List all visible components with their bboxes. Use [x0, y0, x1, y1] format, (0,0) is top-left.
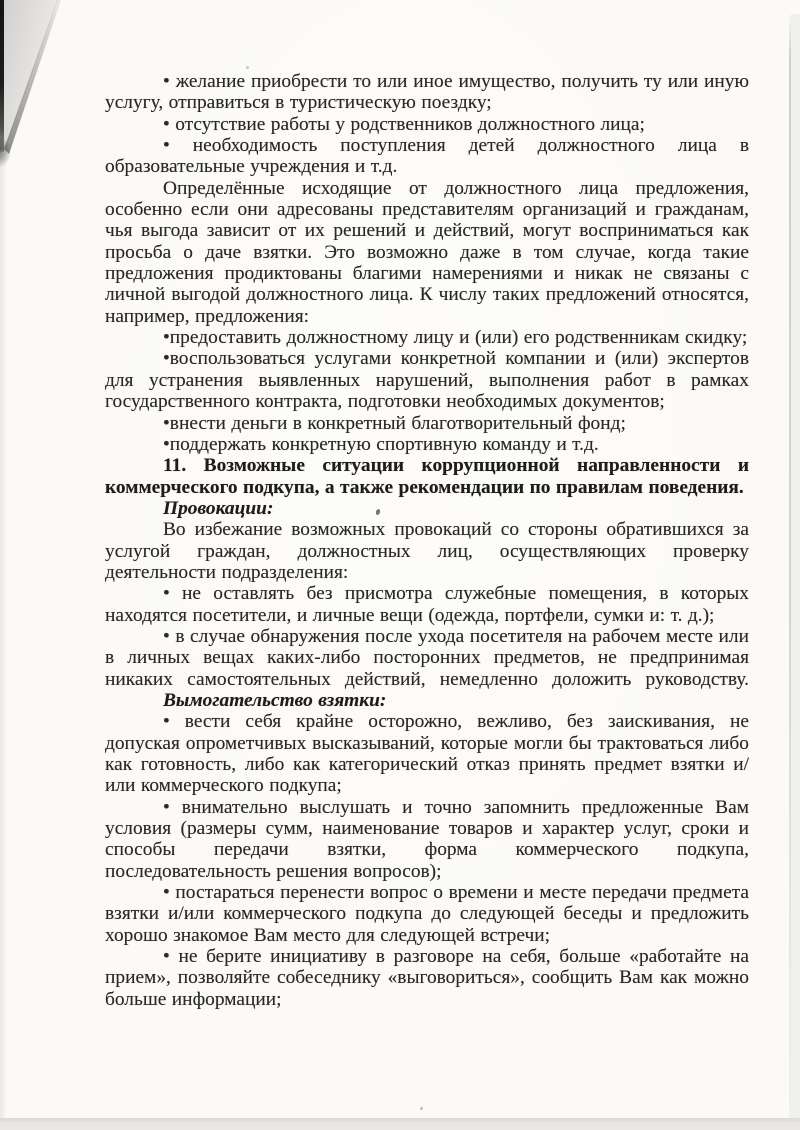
scan-bottom-edge: [0, 1118, 800, 1130]
paragraph-provocations-intro: Во избежание возможных провокаций со стороны обратившихся за услугой граждан, должностных лиц, осуществляющих проверку деятельности подразделения:: [105, 519, 749, 583]
bullet-item-behave-carefully: • вести себя крайне осторожно, вежливо, без заискивания, не допуская опрометчивых высказываний, которые могли бы трактоваться либо как готовность, либо как категорический отказ принять предмет взятки и/или коммерческого подкупа;: [105, 711, 749, 797]
bullet-item-children-education: • необходимость поступления детей должностного лица в образовательные учреждения и т.д.: [105, 135, 749, 178]
bullet-item-unattended-premises: • не оставлять без присмотра служебные помещения, в которых находятся посетители, и личные вещи (одежда, портфели, сумки и: т. д.);: [105, 583, 749, 626]
bullet-item-charity-fund: •внести деньги в конкретный благотворительный фонд;: [163, 412, 626, 434]
document-text-block: [105, 71, 749, 1010]
scan-speck: [420, 1107, 423, 1110]
subheading-bribe-extortion: Вымогательство взятки:: [163, 689, 387, 711]
scan-right-edge-strip: [791, 14, 800, 1118]
scan-speck: [246, 66, 249, 69]
scan-left-edge-shadow: [0, 0, 4, 152]
bullet-item-listen-and-memorize: • внимательно выслушать и точно запомнить предложенные Вам условия (размеры сумм, наименование товаров и характер услуг, сроки и способы передачи взятки, форма коммерческого подкупа, последовательность решения вопросов);: [105, 796, 749, 882]
bullet-item-let-them-talk: • не берите инициативу в разговоре на себя, больше «работайте на прием», позволяйте собеседнику «выговориться», сообщить Вам как можно больше информации;: [105, 946, 749, 1010]
bullet-item-desire-property: • желание приобрести то или иное имущество, получить ту или иную услугу, отправиться в туристическую поездку;: [105, 71, 749, 114]
bullet-item-support-sports-team: •поддержать конкретную спортивную команду и т.д.: [163, 433, 599, 455]
paragraph-official-offers-intro: Определённые исходящие от должностного лица предложения, особенно если они адресованы представителям организаций и гражданам, чья выгода зависит от их решений и действий, могут восприниматься как просьба о даче взятки. Это возможно даже в том случае, когда такие предложения продиктованы благими намерениями и никак не связаны с личной выгодой должностного лица. К числу таких предложений относятся, например, предложения:: [105, 177, 749, 327]
subheading-provocations: Провокации:: [163, 497, 274, 519]
section-heading-11: 11. Возможные ситуации коррупционной направленности и коммерческого подкупа, а также рекомендации по правилам поведения.: [105, 455, 749, 498]
bullet-item-postpone-handover: • постараться перенести вопрос о времени и месте передачи предмета взятки и/или коммерческого подкупа до следующей беседы и предложить хорошо знакомое Вам место для следующей встречи;: [105, 882, 749, 946]
bullet-item-found-objects: • в случае обнаружения после ухода посетителя на рабочем месте или в личных вещах каких-либо посторонних предметов, не предпринимая никаких самостоятельных действий, немедленно доложить руководству.: [105, 625, 749, 690]
scan-left-edge-soft: [0, 150, 7, 1120]
bullet-item-use-company-services: •воспользоваться услугами конкретной компании и (или) экспертов для устранения выявленных нарушений, выполнения работ в рамках государственного контракта, подготовки необходимых документов;: [105, 348, 749, 413]
bullet-item-no-work-relatives: • отсутствие работы у родственников должностного лица;: [163, 113, 645, 135]
bullet-item-give-discount: •предоставить должностному лицу и (или) его родственникам скидку;: [163, 327, 748, 349]
